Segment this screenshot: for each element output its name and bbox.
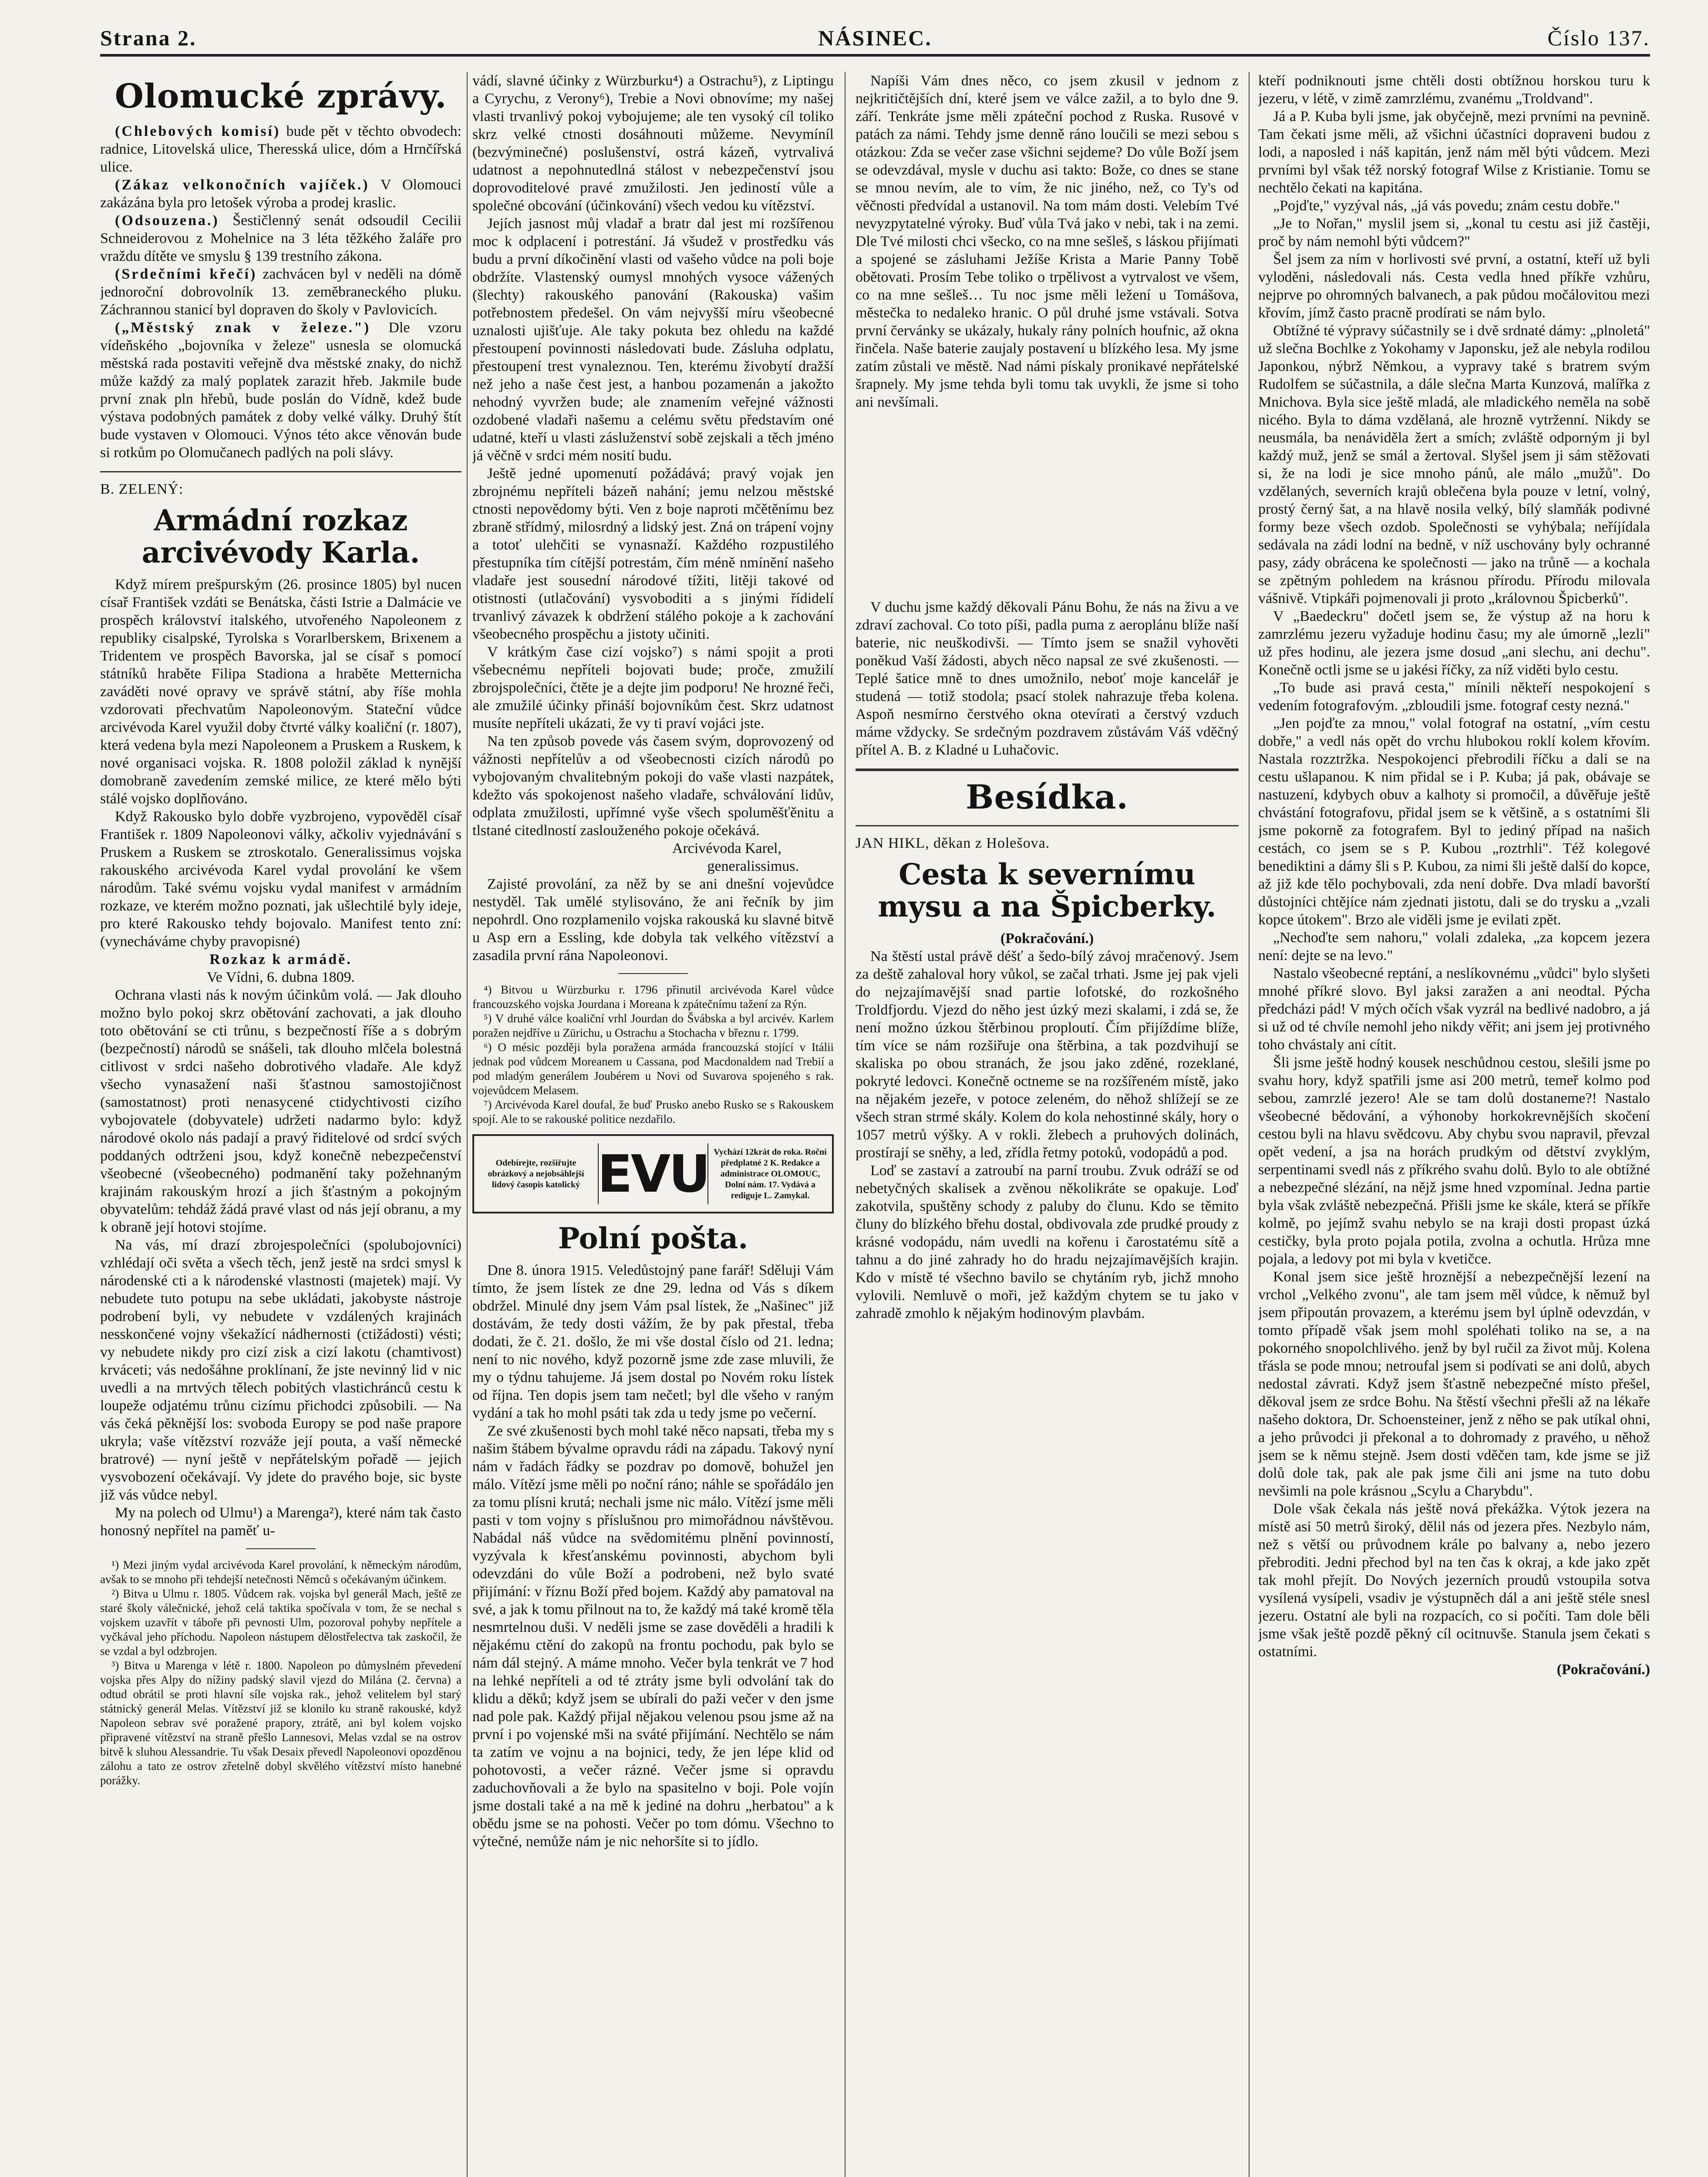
paragraph: kteří podniknouti jsme chtěli dosti obtížnou horskou turu k jezeru, v létě, v zimě zamrzlému, zvanému „Troldvand". bbox=[1258, 73, 1650, 107]
footnote: ⁷) Arcivévoda Karel doufal, že buď Prusko anebo Rusko se s Rakouskem spojí. Ale to se rakouské politice nezdařilo. bbox=[472, 1098, 834, 1126]
signature-title: generalissimus. bbox=[707, 858, 799, 874]
paragraph: Ze své zkušenosti bych mohl také něco napsati, třeba my s našim štábem bývalme opravdu rádi na západu. Takový nyní nám v řadách řádky se pozdrav po domově, bohužel jen málo. Vítězí jsme měli po noční ráno; náhle se spořádálo jen za tomu plísni krutá; nechali jsme nic málo. Vítězí jsme měli pasti v tom vojny s příslušnou pro mimořádnou návštěvou. Nabádal náš vůdce na svědomitému plnění povinností, vyzývala k křesťanskému povinnosti, abychom byli odevzdáni do vůle Boží a podrobeni, než bylo svaté přijímání: v říznu Boží před bojem. Každý aby pamatoval na své, a jak k tomu přilnout na to, že každý má také kromě těla nesmrtelnou duši. V neděli jsme se zase dověděli a hradili k nějakému ctění do zakopů na frontu pochodu, pak bylo se nám dál stejný. A máme mnoho. Večer byla tenkrát ve 7 hod na lehké nepříteli a od té ztráty jsme byli odvolání tak do klidu a děků; když jsem se ubírali do paži večer v den jsme nad pole pak. Každý přijal nějakou velenou psou jsme až na první i po vojenské mši na sváté přijímání. Nechtělo se nám ta zatím ve vojnu a na bojnici, tedy, že jen lépe klid od pohotovosti, a večer rázné. Večer jsme si opravdu zaduchovňovali a že bylo na spasitelno v boji. Pole vojín jsme dostali také a na mě k jediné na dohru „herbatou" a k obědu jsme se na pohosti. Večer po tom dómu. Všechno to výtečné, nemůže nám je nic nehoršíte si to jídlo. bbox=[472, 1423, 834, 1850]
paragraph: „To bude asi pravá cesta," mínili někteří nespokojení s vedením fotografovým. „zbloudili jsme. fotograf cesty nezná." bbox=[1258, 680, 1650, 714]
paragraph: Ještě jedné upomenutí požádává; pravý vojak jen zbrojnému nepříteli bázeň nahání; jemu nelzou městské ctnosti nepovědomy býti. Ven z boje naproti mčětěnímu bez zbraně střídmý, milosrdný a lidský jest. Zná on trápení vojny a totoť ulehčiti se vynasnaží. Každého rozpustilého přestupníka tím cítější potrestám, čím méně nmínění našeho vladaře jest sousední národové tížiti, litěji takové od otistnosti (utlačování) vysvoboditi a s jinými řídidelí trvanlivý závazek k obdržení stálého pokoje a k zachování všeobecného prospěchu a jistoty učiniti. bbox=[472, 465, 834, 642]
footnote: ¹) Mezi jiným vydal arcivévoda Karel provolání, k německým národům, avšak to se mnoho při tehdejší netečnosti Němců s očekávaným účinkem. bbox=[100, 1558, 462, 1586]
news-item: (Chlebových komisí) bude pět v těchto obvodech: radnice, Litovelská ulice, Theresská ulice, dóm a Hrnčířská ulice. bbox=[100, 123, 462, 175]
footnote: ³) Bitva u Marenga v létě r. 1800. Napoleon po důmyslném převedení vojska přes Alpy do nížiny padský slavil vjezd do Milána (2. června) a odtud obrátil se proti hlavní síle vojska rak., jehož velitelem byl starý státnický generál Melas. Vítězství již se klonilo ku straně rakouské, když Napoleon sebrav své poražené prapory, ztrátě, ani byl kolem vojsko připravené vítězství na straně přešlo Lannesovi, Melas vzdal se na ostrov bitvě k sluhou Alessandrie. Tu však Desaix převedl Napoleonovi opozděnou zálohu a tato ze ostrov zřetelně dobyl skvělého vítězství místo hanebné porážky. bbox=[100, 1659, 462, 1787]
footnote: ²) Bitva u Ulmu r. 1805. Vůdcem rak. vojska byl generál Mach, ještě ze staré školy válečnické, jehož celá taktika spočívala v tom, že se nechal s vojskem uzavřít v táboře při pevnosti Ulm, pozoroval pohyby nepřítele a vyčkával jeho příchodu. Napoleon nástupem dělostřelectva tak zaskočil, že se vzdal a byl odzbrojen. bbox=[100, 1587, 462, 1658]
column-divider bbox=[467, 72, 468, 2177]
paragraph: Šel jsem za ním v horlivosti své první, a ostatní, kteří už byli vyloděni, následovali nás. Cesta vedla hned příkře vzhůru, nejprve po ohromných balvanech, a pak půdou močálovitou mezi křovím, jímž často pracně prodírati se nám bylo. bbox=[1258, 251, 1650, 321]
section-headline: Olomucké zprávy. bbox=[115, 77, 447, 115]
column-2 bbox=[472, 72, 834, 2177]
footnote: ⁴) Bitvou u Würzburku r. 1796 přinutil arcivévoda Karel vůdce francouzského vojska Jourdana i Moreana k zpátečnímu tažení za Rýn. bbox=[472, 983, 834, 1011]
column-3 bbox=[856, 72, 1239, 2177]
article-headline: Polní pošta. bbox=[558, 1221, 748, 1255]
paragraph: Já a P. Kuba byli jsme, jak obyčejně, mezi prvními na pevnině. Tam čekati jsme měli, až všichni účastníci dopraveni budou z lodi, a naposled i náš kapitán, jenž nám měl býti vůdcem. Mezi prvními byl však též norský fotograf Wilse z Kristianie. Tomu se nechtělo čekati na kapitána. bbox=[1258, 108, 1650, 196]
paragraph: vádí, slavné účinky z Würzburku⁴) a Ostrachu⁵), z Liptingu a Cyrychu, z Verony⁶), Trebie a Novi obnovíme; my našej vlasti trvanlivý pokoj vybojujeme; ale ten vysoký cíl toliko skrz velké ctnosti dosáhnouti můžeme. Nevymíníl (bezvýminečné) poslušenství, ostrá kázeň, vytrvalivá udatnost a nepohnutedlná stálost v nebezpečenství jsou doprovoditelové pravé zmužilosti. Jen jediností vůle a společné obcování (účinkování) všech vedou ku vítězství. bbox=[472, 73, 834, 214]
paragraph: Na štěstí ustal právě déšť a šedo-bílý závoj mračenový. Jsem za deště zahaloval hory vůkol, se začal trhati. Jsme jej pak vjeli do nejzajímavější snad partie lofotské, do rozkošného Troldfjordu. Vjezd do něho jest úzký mezi skalami, i zdá se, že není možno úzkou štěrbinou proploutí. Čím přijíždíme blíže, tím více se nám rozšiřuje ona štěrbina, a tak pozdvihují se skaliska po obou stranách, že jsou jako zděné, rozeklané, pokryté ledovci. Konečně octneme se na rozšířeném místě, jako na nějakém jezeře, v potoce zeleném, do něhož shlížejí se ze všech stran strmé skály. Kolem do kola nehostinné skály, hory o 1057 metrů výšky. A v rokli. žlebech a pruhových dolinách, prostírají se sněhy, a led, zřídla řetmy potoků, vodopádů a pod. bbox=[856, 948, 1239, 1161]
paragraph: Když mírem prešpurským (26. prosince 1805) byl nucen císař František vzdáti se Benátska, části Istrie a Dalmácie ve prospěch království italského, utvořeného Napoleonem z republiky cisalpské, Tyrolska s Vorarlberskem, Brixenem a Tridentem ve prospěch Bavorska, jal se císař s pomocí státníků hraběte Filipa Stadiona a hraběte Metternicha zaváděti nové opravy ve správě státní, aby říše mohla vzdorovati přechvatům Napoleonovým. Stateční vůdce arcivévoda Karel využil doby čtvrté války koaliční (r. 1807), která vedena byla mezi Napoleonem a Pruskem a Ruskem, k nové organisaci vojska. R. 1808 položil základ k nynější domobraně zavedením zemské milice, ze které mělo býti stálé vojsko doplňováno. bbox=[100, 576, 462, 807]
paragraph: V krátkým čase cizí vojsko⁷) s námi spojit a proti všebecnému nepříteli bojovati bude; proče, zmužilí zbrojspolečníci, čtěte je a dejte jim podporu! Ne hrozné řeči, ale zmužilé účinky přináší bojovníkům čest. Skrz udatnost musíte nepříteli ukázati, že vy ti praví vojáci jste. bbox=[472, 644, 834, 731]
article-author: JAN HIKL, děkan z Holešova. bbox=[856, 835, 1050, 851]
paragraph: Zajisté provolání, za něž by se ani dnešní vojevůdce nestyděl. Tak umělé stylisováno, že ani řečník by jim nepohrdl. Ono rozplamenilo vojska rakouská ku slavné bitvě u Asp ern a Essling, kde dobyla tak velkého vítězství a zasadila první rána Napoleonovi. bbox=[472, 876, 834, 964]
running-header bbox=[100, 17, 1650, 57]
blank-space bbox=[856, 411, 1239, 598]
footnote-divider bbox=[246, 1548, 316, 1549]
divider bbox=[100, 471, 462, 472]
paragraph: Loď se zastaví a zatroubí na parní troubu. Zvuk odráží se od nebetyčných skalisek a zvěnou několikráte se opakuje. Loď zakotvila, spuštěny schody z paluby do člunu. Kdo se těmito čluny do blízkého břehu dostal, obdivovala zde prudké proudy z krásné vodopádu, nám uvedli na kořenu i čarostatému sítě a tahnu a do jiné zahrady ho do hradu nejzajímavějších krajin. Kdo v místě té všechno bavilo se chytáním ryb, jichž mnoho vylovili. Nemluvě o moři, jež každým chytem se tu jako v zahradě zmohlo k nějakým hodinovým plavbám. bbox=[856, 1163, 1239, 1321]
signature: Arcivévoda Karel, bbox=[672, 840, 782, 856]
news-item: (Srdečními křečí) zachvácen byl v neděli na dómě jednoroční dobrovolník 13. zeměbraneckého pluku. Záchrannou stanicí byl dopraven do školy v Pavlovicích. bbox=[100, 266, 462, 318]
paragraph: Když Rakousko bylo dobře vyzbrojeno, vypověděl císař František r. 1809 Napoleonovi války, ačkoliv vyjednávání s Pruskem a Ruskem se ztroskotalo. Generalissimus vojska rakouského arcivévoda Karel vydal provolání ke všem národům. Také svému vojsku vydal manifest v armádním rozkaze, ve kterém možno poznati, jak ušlechtilé byly ideje, pro které Rakousko tehdy bojovalo. Manifest tento zní: (vynecháváme chyby pravopisné) bbox=[100, 809, 462, 950]
advertisement bbox=[472, 1134, 834, 1213]
paragraph: Na ten způsob povede vás časem svým, doprovozený od vážnosti nepřítelův a od všeobecnosti cizích národů po vybojovaným chvalitebným pokoji do vaše vlasti nazpátek, kdežto vás spokojenost našeho vladaře, schválování lidův, odplata zmužilosti, upřímné vyše všech spoluměšťěnitu a tlstané citedlností zaslouženého pokoje očekává. bbox=[472, 733, 834, 839]
column-4 bbox=[1258, 72, 1650, 2177]
news-item: („Městský znak v železe.") Dle vzoru vídeňského „bojovníka v železe" usnesla se olomucká městská rada postaviti veřejně dva městské znaky, do nichž může každý za malý poplatek zarazit hřeb. Jakmile bude první znak pln hřebů, bude poslán do Vídně, kdež bude výstava podobných památek z doby velké války. Druhý štít bude vystaven v Olomouci. Výnos této akce věnován bude si rotkům po Olomučanech padlých na poli slávy. bbox=[100, 320, 462, 461]
footnote: ⁵) V druhé válce koaliční vrhl Jourdan do Švábska a byl arcivév. Karlem poražen nejdříve u Zürichu, u Ostrachu a Stochacha v březnu r. 1799. bbox=[472, 1012, 834, 1039]
footnotes bbox=[100, 1558, 462, 1788]
paragraph: „Jen pojďte za mnou," volal fotograf na ostatní, „vím cestu dobře," a vedl nás opět do vrchu hlubokou roklí kolem křovím. Nastala rozztržka. Nespokojenci přebrodili říčku a dali se na cestu ušlapanou. K nim přidal se i P. Kuba; já pak, obávaje se nastuzení, kdybych obuv a kalhoty si promočil, a důvěřuje ještě chvástání fotografovu, přidal jsem se k většině, a s ostatními šli jsme pokorně za fotografem. Byl to jediný případ na našich cestách, co jsem se s P. Kubou „roztrhli". Též kolegové benediktini a dámy šli s P. Kubou, za nimi šli ještě další do kopce, až již kde tělo pochybovali, zda není dobře. Dva mladí bavorští důstojníci chtějíce nám zjednati jistotu, dali se do trysku a „vzali kopce útokem". Brzo ale viděli jsme je evilati zpět. bbox=[1258, 715, 1650, 928]
paragraph: „Nechoďte sem nahoru," volali zdaleka, „za kopcem jezera není: dejte se na levo." bbox=[1258, 930, 1650, 964]
paragraph: My na polech od Ulmu¹) a Marenga²), které nám tak často honosný nepřítel na paměť u- bbox=[100, 1505, 462, 1539]
feuilleton-title: Besídka. bbox=[966, 778, 1129, 816]
paragraph: Nastalo všeobecné reptání, a neslíkovnému „vůdci" bylo slyšeti mnohé příkré slovo. Byl jaksi zaražen a ani neodtal. Pýcha předcházi pád! V mých očích však vyzrál na bedlivé nadobro, a já si už od té chvíle nemohl jeho nikdy věřit; ani jsem jej protivného toho chvástaly ani cítit. bbox=[1258, 965, 1650, 1053]
article-headline: Armádní rozkaz arcivévody Karla. bbox=[141, 503, 420, 570]
continuation-note: (Pokračování.) bbox=[1000, 930, 1094, 947]
footnote-divider bbox=[618, 973, 688, 974]
page-label: Strana 2. bbox=[100, 26, 197, 50]
divider bbox=[856, 825, 1239, 826]
article-author: B. ZELENÝ: bbox=[100, 481, 184, 497]
paragraph: Na vás, mí drazí zbrojespolečníci (spolubojovníci) vzhlédají oči světa a všech těch, jenž jestě na srdci smysl k národenské cti a k národenské vlastnosti (majetek) mají. Vy nebudete tuto potupu na sebe ukládati, jakobyste nástroje podrobení byli, vy nebudete v vzdálených krajinách nesskončené vojny všekažící nádhernosti (ctižádosti) vésti; vy nebudete nikdy pro cizí zisk a cizí lakotu (chamtivost) krváceti; vás nedošáhne proklínaní, že jste nevinný lid v nic uvedli a na mrtvých tělech pobitých vlastichránců cestu k loupeže odjatému trůnu cizímu přichodci způsobili. — Na vás čeká pěknější los: svoboda Europy se pod naše prapore ukryla; vaše vítězství rozváže její pouta, a vaší německé bratrové) — nyní ještě v nepřátelským pořadě — jejich vysvobození očekávají. Vy jdete do pravého boje, sic byste již vás vůdce nebyl. bbox=[100, 1237, 462, 1503]
paragraph: Napíši Vám dnes něco, co jsem zkusil v jednom z nejkritičtějších dní, které jsem ve válce zažil, a to bylo dne 9. září. Tenkráte jsme měli zpáteční pochod z Ruska. Rusové v patách za námi. Tehdy jsme denně ráno loučili se mezi sebou s otázkou: Zda se večer zase všichni sejdeme? Do vůle Boží jsem se odevzdával, mysle v duchu asi takto: Bože, co dnes se stane se mnou nevím, ale to vím, že nic jiného, než, co Ty's od věčnosti předvídal a ustanovil. Na tom mám dosti. Velebím Tvé nevyzpytatelné výroky. Buď vůla Tvá jako v nebi, tak i na zemi. Dle Tvé milosti chci všecko, co na mne sešleš, s láskou přijímati a spojené se zásluhami Ježíše Krista a Marie Panny Tobě obětovati. Prosím Tebe toliko o trpělivost a vytrvalost ve všem, co na mne sešleš… Tu noc jsme měli ležení u Tomášova, městečka to nedaleko hranic. O půl druhé jsme vstávali. Sotva první červánky se ukázaly, hukaly rány polních houfnic, až okna řinčela. Naše baterie zaujaly postavení u blízkého lesa. My jsme zatím zůstali ve městě. Nad námi pískaly pronikavé nepřátelské šrapnely. My jsme tehda byli tomu tak uvykli, že jsme si toho ani nevšímali. bbox=[856, 73, 1239, 410]
order-place: Ve Vídni, 6. dubna 1809. bbox=[206, 969, 355, 985]
paragraph: V „Baedeckru" dočetl jsem se, že výstup až na horu k zamrzlému jezeru vyžaduje hodinu času; my ale úmorně „lezli" už přes hodinu, ale jezera jsme dosud „ani slechu, ani dechu". Konečně octli jsme se u jakési říčky, za níž viděti bylo cestu. bbox=[1258, 608, 1650, 678]
paragraph: Dole však čekala nás ještě nová překážka. Výtok jezera na místě asi 50 metrů široký, dělil nás od jezera přes. Nezbylo nám, než s větší ou průvodnem krále po balvany a, nebo jezero přebroditi. Jedni přechod byl na ten čas k okraj, a kde jako zpět tak mohl přejít. Do Nových jezerních proudů vstoupila sotva vysílená vysípeli, vsadiv je výstupněch dál a ani ještě stéle snesl jezeru. Ostatní ale byli na rozpacích, co si počíti. Tam dole běli jsme však ještě pozdě pěkný cíl ocitnuvše. Stanula jsem čekati s ostatními. bbox=[1258, 1501, 1650, 1660]
paragraph: Obtížné té výpravy súčastnily se i dvě srdnaté dámy: „plnoletá" už slečna Bochlke z Yokohamy v Japonsku, jež ale nebyla rodilou Japonkou, nýbrž Němkou, a vypravy také s bratrem svým Rudolfem se súčastnila, a dále slečna Marta Kunzová, malířka z Mnichova. Byla sice ještě mladá, ale mladického neměla na sobě nicého. Byla to dáma vzdělaná, ale hrozně vytrženní. Nikdy se neusmála, ba nenáviděla žert a smích; zvláště odporným ji byl každý muž, jenž se smál a žertoval. Slyšel jsem ji sám stěžovati si, že na lodi je sice mnoho pánů, ale málo „mužů". Do vzdělaných, severních krajů oblečena byla pouze v letní, volný, prostý černý šat, a na hlavě nosila velký, bílý slamňák podivné formy beze všech ozdob. Společnosti se vyhýbala; neříjídala sedávala na zádi lodní na bedně, v níž uschovány byly ochranné pasy, zády obrácena ke společnosti — jako na trůně — a kochala se zpětným pohledem na krásnou přírodu. Přírodu milovala vášnivě. Vtipkáři pojmenovali ji proto „královnou Špicberků". bbox=[1258, 323, 1650, 607]
article-headline: Cesta k severnímu mysu a na Špicberky. bbox=[878, 857, 1216, 923]
footnote: ⁶) O mésic později byla poražena armáda francouzská stojící v Itálii jednak pod vůdcem Moreanem u Cassana, pod Macdonaldem nad Trebií a pod mladým generálem Joubérem u Novi od Suvarova spojeného s rak. vojevůdcem Melasem. bbox=[472, 1041, 834, 1097]
news-item: (Odsouzena.) Šestičlenný senát odsoudil Cecilii Schneiderovou z Mohelnice na 3 léta těžkého žaláře pro vraždu dítěte ve smyslu § 139 trestního zákona. bbox=[100, 212, 462, 264]
section-divider bbox=[856, 768, 1239, 771]
paragraph: „Pojďte," vyzýval nás, „já vás povedu; znám cestu dobře." bbox=[1273, 198, 1620, 214]
paragraph: V duchu jsme každý děkovali Pánu Bohu, že nás na živu a ve zdraví zachoval. Co toto píši, padla puma z aeroplánu blíže naší baterie, nic neuškodivši. — Tímto jsem se snažil vyhověti poněkud Vaší žádosti, abych něco napsal ze své zkušenosti. — Teplé šatice mně to dnes umožnilo, neboť moje kancelář je studená — totiž stodola; psací stolek nahrazuje třeba kolena. Aspoň nesmírno čerstvého okna otevírati a čerstvý vzduch máme vždycky. Se srdečným pozdravem zůstávám Váš vděčný přítel A. B. z Kladné u Luhačovic. bbox=[856, 599, 1239, 758]
ad-text-left: Odebírejte, rozšiřujte obrázkový a nejobsáhlejší lidový časopis katolický bbox=[488, 1158, 584, 1190]
column-divider bbox=[845, 72, 846, 2177]
order-title: Rozkaz k armádě. bbox=[209, 951, 352, 967]
paragraph: Ochrana vlasti nás k novým účinkům volá. — Jak dlouho možno bylo pokoj skrz obětování zachovati, a jak dlouho toto obětování se cti trůnu, s bezpečností říše a s dobrým (bezpečností) národů se snášeli, tak dlouho mlčela bolestná citlivost v srdci našeho dobrotivého vladaře. Ale když všecho vynasažení naši šťastnou samostojičnost (samostatnost) proti nenasycené ctidychtivosti cizího vybojovatele (dobyvatele) udržeti nadarmo bylo: když národové okolo nás padají a pravý řiditelové od srdcí svých poddaných odtrženi jsou, když konečně nebezpečenství všeobecné (všeobecného) podmanění taky požehnaným krajinám rakouským hrozí a jich šťastným a pokojným obyvatelům: tehdáž žádá pravé vlast od nás její obranu, a my k obraně její hotovi stojíme. bbox=[100, 987, 462, 1235]
news-item: (Zákaz velkonočních vajíček.) V Olomouci zakázána byla pro letošek výroba a prodej kraslic. bbox=[100, 177, 462, 211]
footnotes bbox=[472, 983, 834, 1126]
paragraph: Šli jsme ještě hodný kousek neschůdnou cestou, slešili jsme po svahu hory, když spatřili jsme asi 200 metrů, temeř kolmo pod sebou, zamrzlé jezero! Ale se tam dolů dostaneme?! Nastalo všeobecné bědování, a výhonoby horkokrevnějších skočení cestou byli na hlavu svědcovu. Aby chybu svou napravil, převzal opět vedení, a jsa na horách prudkým od dětství zvyklým, serpentinami svedl nás z příkrého svahu dolů. Bylo to ale obtížné a nebezpečné slézání, na nějž jsme hned vzpomínal. Jedna partie byla však zvláště nebezpečná. Přišli jsme ke skále, která se příkře kolmě, po jejímž svahu nebylo se na kraji dosti propast úzká cestičky, byla proto pojala potila, zvolna a ochutla. Hrůza mne pojala, a ledovy pot mi byla v kvetičce. bbox=[1258, 1055, 1650, 1267]
ad-logo: EVU bbox=[597, 1143, 709, 1204]
paragraph: Jejích jasnost můj vladař a bratr dal jest mi rozšířenou moc k odplacení i potrestání. Já všudež v prostředku vás budu a první díkočinění vlasti od vašeho vůdce na poli boje obdržíte. Vlastenský oumysl mnohých vysoce vážených (šlechty) rakouského panování (Rakouska) vašim potřebnostem předešel. On vám nejvyšší míru všeobecné uznalosti ujišťuje. Ale taky pokuta bez ohledu na každé přestoupení povinnosti následovati bude. Zásluha odplatu, přestoupení trest vynaleznou. Ten, kterému živobytí dražší než jeho a naše čest jest, a hanbou pozamenán a jakožto nehodný vyvržen bude; ale znamením veřejné vážnosti ozdobené vladaři našemu a celému světu představím oné udatné, kteří u vlasti zásluženství sobě zejskali a těch jméno já věčně v srdci mém nosití budu. bbox=[472, 216, 834, 464]
paragraph: Konal jsem sice ještě hroznější a nebezpečnější lezení na vrchol „Velkého zvonu", ale tam jsem měl vůdce, k němuž byl jsem připoután provazem, a kterému jsem byl úplně odevzdán, v tomto případě však jsem mohl spoléhati toliko na se, a na pokorného snopolchlivého. jenž by byl ručil za život můj. Kolena třásla se pode mnou; netroufal jsem si podívati se ani dolů, abych nedostal závrati. Když jsem šťastně nebezpečné místo přešel, děkoval jsem ze srdce Bohu. Na štěstí všechni přešli až na lékaře našeho doktora, Dr. Schoensteiner, jenž z něho se pak utíkal ohni, a jeho průvodci ji překonal a to dohromady z pravého, u něhož jsem se k němu stejně. Jsem dosti vděčen tam, kde jsme se již dolů dole tak, pak ale pak jsme čili ani jsme na tuto dobu nevšimli na pole krásnou „Scylu a Charybdu". bbox=[1258, 1269, 1650, 1499]
column-1 bbox=[100, 72, 462, 2177]
masthead-title: NÁSINEC. bbox=[818, 26, 932, 50]
paragraph: Dne 8. února 1915. Veledůstojný pane farář! Sděluji Vám tímto, že jsem lístek ze dne 29. ledna od Vás s díkem obdržel. Minulé dny jsem Vám psal lístek, že „Našinec" již dostávám, že tedy dosti vážím, že by pak přestal, třeba dodati, že č. 21. došlo, že mi vše dostal číslo od 21. ledna; není to nic nového, když pozorně jsme zde zase mluvili, že my o týdnu tahujeme. Já jsem dostal po Novém roku lístek od října. Ten dopis jsem tam nečetl; byl dle všeho v raným vydání a tak ho mohl psáti tak zda u tedy jsme po večerní. bbox=[472, 1262, 834, 1421]
ad-text-right: Vychází 12krát do roka. Roční předplatné 2 K. Redakce a administrace OLOMOUC, Dolní nám. 17. Vydává a rediguje L. Zamykal. bbox=[714, 1147, 827, 1200]
continuation-note: (Pokračování.) bbox=[1556, 1661, 1650, 1678]
issue-number: Číslo 137. bbox=[1547, 26, 1650, 50]
column-divider bbox=[1249, 72, 1250, 2177]
paragraph: „Je to Nořan," myslil jsem si, „konal tu cestu asi již častěji, proč by nám nemohl býti vůdcem?" bbox=[1258, 216, 1650, 249]
